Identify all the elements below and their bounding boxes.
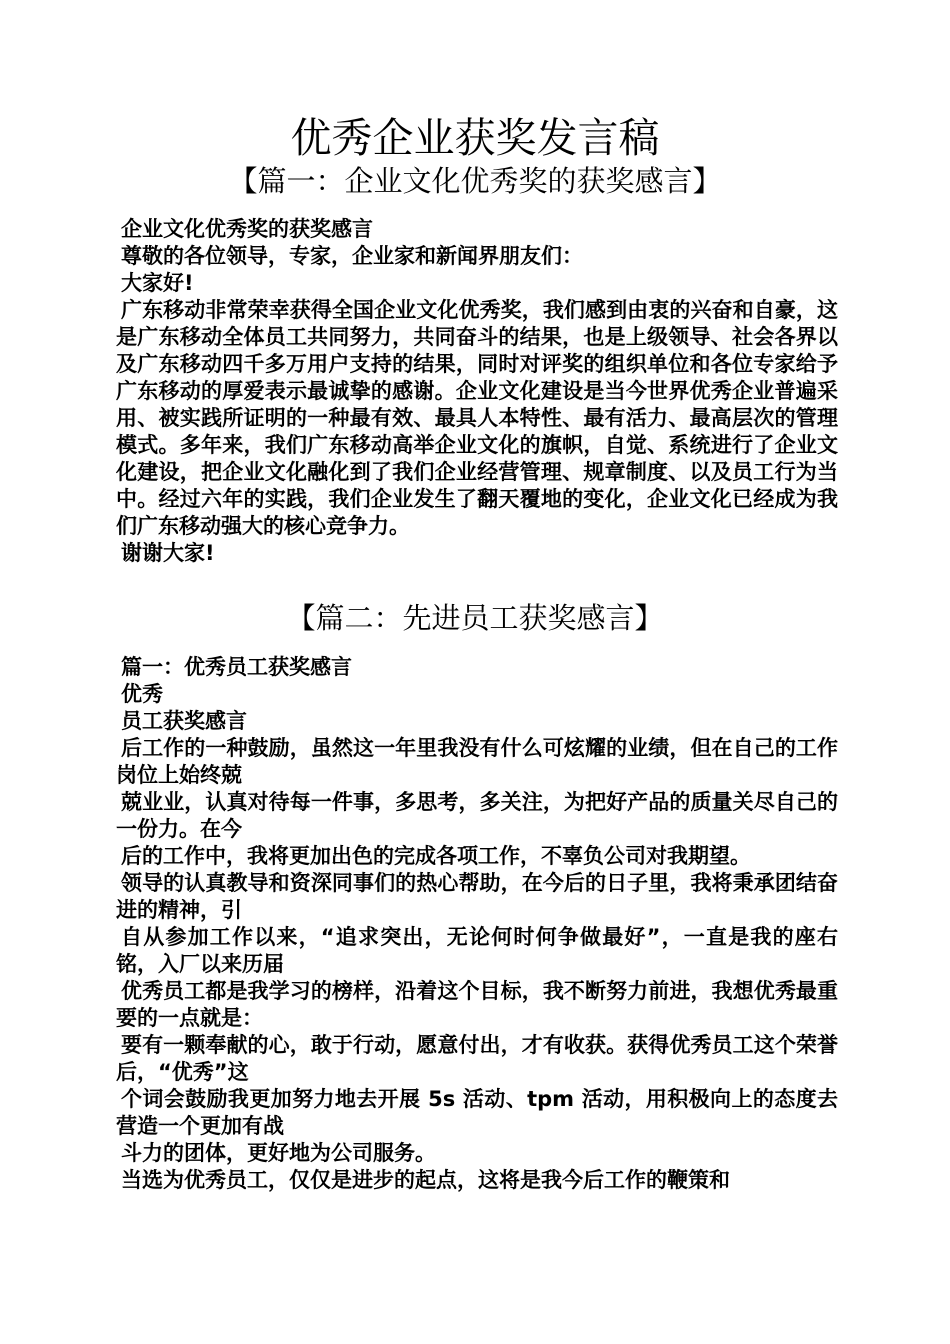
section1-paragraph: 企业文化优秀奖的获奖感言 bbox=[121, 217, 373, 241]
section2-paragraph: 自从参加工作以来，“追求突出，无论何时何争做最好”，一直是我的座右铭，入厂以来历届 bbox=[116, 925, 838, 976]
section2-paragraph: 后工作的一种鼓励，虽然这一年里我没有什么可炫耀的业绩，但在自己的工作岗位上始终兢 bbox=[116, 736, 838, 787]
section2-paragraph: 当选为优秀员工，仅仅是进步的起点，这将是我今后工作的鞭策和 bbox=[121, 1168, 730, 1192]
section2-paragraph: 后的工作中，我将更加出色的完成各项工作，不辜负公司对我期望。 bbox=[121, 844, 751, 868]
section1-heading: 【篇一：企业文化优秀奖的获奖感言】 bbox=[228, 164, 722, 198]
section2-heading: 【篇二：先进员工获奖感言】 bbox=[286, 601, 664, 635]
section2-paragraph: 要有一颗奉献的心，敢于行动，愿意付出，才有收获。获得优秀员工这个荣誉后，“优秀”这 bbox=[116, 1033, 838, 1084]
section2-paragraph: 兢业业，认真对待每一件事，多思考，多关注，为把好产品的质量关尽自己的一份力。在今 bbox=[116, 790, 838, 841]
document-title: 优秀企业获奖发言稿 bbox=[290, 114, 660, 162]
section1-body bbox=[116, 216, 838, 567]
section1-paragraph: 大家好! bbox=[121, 271, 194, 295]
section1-paragraph: 广东移动非常荣幸获得全国企业文化优秀奖，我们感到由衷的兴奋和自豪，这是广东移动全体员工共同努力，共同奋斗的结果，也是上级领导、社会各界以及广东移动四千多万用户支持的结果，同时对评奖的组织单位和各位专家给予广东移动的厚爱表示最诚挚的感谢。企业文化建设是当今世界优秀企业普遍采用、被实践所证明的一种最有效、最具人本特性、最有活力、最高层次的管理模式。多年来，我们广东移动高举企业文化的旗帜，自觉、系统进行了企业文化建设，把企业文化融化到了我们企业经营管理、规章制度、以及员工行为当中。经过六年的实践，我们企业发生了翻天覆地的变化，企业文化已经成为我们广东移动强大的核心竞争力。 bbox=[116, 298, 838, 538]
section2-body bbox=[116, 654, 838, 1194]
section2-paragraph: 领导的认真教导和资深同事们的热心帮助，在今后的日子里，我将秉承团结奋进的精神，引 bbox=[116, 871, 838, 922]
section2-paragraph: 优秀 bbox=[121, 682, 163, 706]
section2-paragraph: 个词会鼓励我更加努力地去开展 5s 活动、tpm 活动，用积极向上的态度去营造一个更加有战 bbox=[116, 1087, 838, 1138]
section2-paragraph: 员工获奖感言 bbox=[121, 709, 247, 733]
section1-paragraph: 尊敬的各位领导，专家，企业家和新闻界朋友们： bbox=[121, 244, 583, 268]
section2-paragraph: 优秀员工都是我学习的榜样，沿着这个目标，我不断努力前进，我想优秀最重要的一点就是： bbox=[116, 979, 838, 1030]
section1-paragraph: 谢谢大家! bbox=[121, 541, 215, 565]
section2-paragraph: 斗力的团体，更好地为公司服务。 bbox=[121, 1141, 436, 1165]
section2-paragraph: 篇一：优秀员工获奖感言 bbox=[121, 655, 352, 679]
